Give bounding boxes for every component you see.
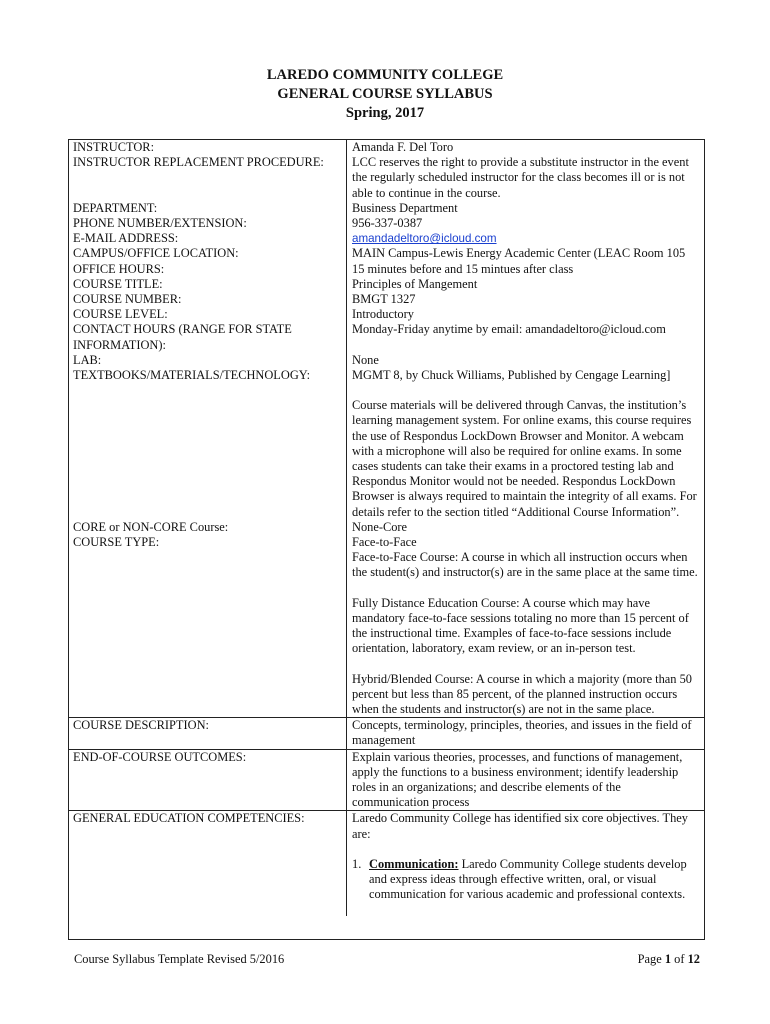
row-value: BMGT 1327 [352,292,416,307]
competency-text: Laredo Community College students develop and express ideas through effective written, oral, or visual communication for various academic and professional contexts. [369,856,687,902]
row-value [347,535,705,718]
syllabus-table [68,139,704,916]
row-label: CORE or NON-CORE Course: [68,520,347,535]
row-label: COURSE LEVEL: [68,307,347,322]
row-label: DEPARTMENT: [68,201,347,216]
row-label: INSTRUCTOR REPLACEMENT PROCEDURE: [68,155,347,201]
row-value: MAIN Campus-Lewis Energy Academic Center (LEAC Room 105 [352,246,686,261]
document-title-block [0,66,770,123]
row-value: Business Department [352,200,458,215]
row-value: LCC reserves the right to provide a substitute instructor in the event the regularly scheduled instructor for the class becomes ill or is not able to continue in the course. [352,155,689,200]
table-row [68,262,704,277]
row-label: CONTACT HOURS (RANGE FOR STATE INFORMATION): [68,322,347,352]
row-label: PHONE NUMBER/EXTENSION: [68,216,347,231]
row-value: Concepts, terminology, principles, theories, and issues in the field of management [347,718,705,749]
row-value: Amanda F. Del Toro [347,140,705,156]
course-type-value: Face-to-Face [352,535,417,550]
row-value: 956-337-0387 [352,216,423,231]
table-row [68,292,704,307]
row-label: TEXTBOOKS/MATERIALS/TECHNOLOGY: [68,368,347,520]
page-word: Page [637,952,662,966]
textbook-value: MGMT 8, by Chuck Williams, Published by Cengage Learning] [352,368,671,383]
table-row [68,201,704,216]
competencies-intro: Laredo Community College has identified six core objectives. They are: [352,811,688,841]
table-row [68,749,704,811]
row-label: GENERAL EDUCATION COMPETENCIES: [68,811,347,917]
table-row [68,216,704,231]
row-label: COURSE TYPE: [68,535,347,718]
table-row [68,246,704,261]
row-label: COURSE DESCRIPTION: [68,718,347,749]
row-value: Monday-Friday anytime by email: amandadeltoro@icloud.com [352,322,666,337]
college-name: LAREDO COMMUNITY COLLEGE [266,67,504,83]
email-link[interactable]: amandadeltoro@icloud.com [352,232,497,246]
page-current: 1 [664,952,672,966]
table-row [68,231,704,246]
row-label: COURSE TITLE: [68,277,347,292]
table-row [68,535,704,718]
competency-body [369,857,700,903]
table-row [68,140,704,156]
row-value: None-Core [352,519,408,534]
course-type-face-to-face: Face-to-Face Course: A course in which all instruction occurs when the student(s) and instructor(s) are in the same place at the same time. [352,550,698,580]
row-label: COURSE NUMBER: [68,292,347,307]
textbook-note: Course materials will be delivered through Canvas, the institution’s learning management system. For online exams, this course requires the use of Respondus LockDown Browser and Monitor. A webcam with a microphone will also be required for online exams. In some cases students can take their exams in a proctored testing lab and Respondus Monitor would not be needed. Respondus LockDown Browser is always required to maintain the integrity of all exams. For details refer to the section titled “Additional Course Information”. [352,398,697,519]
course-type-distance: Fully Distance Education Course: A course which may have mandatory face-to-face sessions totaling no more than 15 percent of the instructional time. Examples of face-to-face sessions include orientation, laboratory, exam review, or an in-person test. [352,595,689,656]
row-value [347,811,705,917]
row-label: E-MAIL ADDRESS: [68,231,347,246]
table-row [68,155,704,201]
row-value: 15 minutes before and 15 mintues after class [352,261,574,276]
row-value: None [352,352,379,367]
table-row [68,322,704,352]
row-value: Principles of Mangement [352,276,478,291]
row-value: Introductory [352,307,414,322]
row-label: OFFICE HOURS: [68,262,347,277]
row-value: Explain various theories, processes, and functions of management, apply the functions to a business environment; identify leadership roles in an organizations; and describe elements of the communication process [347,749,705,811]
row-value [347,231,705,246]
row-label: END-OF-COURSE OUTCOMES: [68,749,347,811]
table-row [68,353,704,368]
page-of: of [674,952,685,966]
course-type-hybrid: Hybrid/Blended Course: A course in which a majority (more than 50 percent but less than 85 percent, of the planned instruction occurs when the students and instructor(s) are not in the same place. [352,671,692,716]
footer-template: Course Syllabus Template Revised 5/2016 [74,952,285,966]
row-value [347,368,705,520]
row-label: INSTRUCTOR: [68,140,347,156]
table-row [68,520,704,535]
competency-item [352,857,700,903]
table-row [68,718,704,749]
row-label: LAB: [68,353,347,368]
competency-title: Communication: [369,856,459,871]
row-label: CAMPUS/OFFICE LOCATION: [68,246,347,261]
footer-page-number [638,952,700,967]
page-total: 12 [687,952,700,966]
table-row [68,307,704,322]
syllabus-title: GENERAL COURSE SYLLABUS [277,86,493,102]
table-row [68,277,704,292]
table-row [68,811,704,917]
competency-number: 1. [352,856,362,871]
table-row [68,368,704,520]
term: Spring, 2017 [345,105,425,121]
